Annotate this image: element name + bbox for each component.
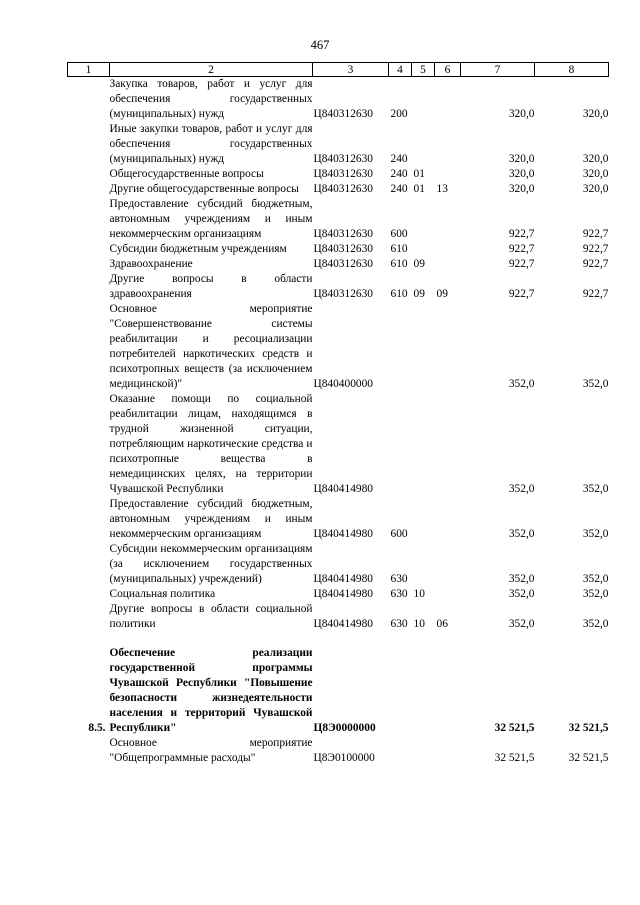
row-name: Другие вопросы в области социальной политики: [109, 603, 313, 630]
row-amount-col7: 352,0: [508, 588, 535, 600]
row-amount-col7: 922,7: [508, 228, 535, 240]
row-name: Предоставление субсидий бюджетным, автономным учреждениям и иным некоммерческим организациям: [109, 198, 313, 240]
table-row: [68, 392, 609, 497]
row-expense-type: 630: [390, 573, 408, 585]
row-section: 10: [413, 588, 425, 600]
row-subsection: [435, 197, 461, 242]
row-subsection: [435, 77, 461, 123]
table-row: [68, 587, 609, 602]
row-amount-col8: 352,0: [582, 618, 609, 630]
table-row: [68, 122, 609, 167]
row-amount-col8: 320,0: [582, 108, 609, 120]
row-amount-col8: 352,0: [582, 528, 609, 540]
table-body: [68, 77, 609, 767]
row-amount-col8: 32 521,5: [568, 722, 609, 734]
row-section: 01: [413, 168, 425, 180]
table-row: [68, 197, 609, 242]
row-expense-type: 610: [390, 288, 408, 300]
table-row: [68, 497, 609, 542]
row-target-code: Ц840312630: [313, 288, 373, 300]
row-subsection: 06: [436, 618, 448, 630]
row-subsection: [435, 242, 461, 257]
row-subsection: [435, 302, 461, 392]
row-number: [68, 77, 110, 123]
row-name: Субсидии бюджетным учреждениям: [109, 243, 287, 255]
row-target-code: Ц840312630: [313, 258, 373, 270]
spacer-row: [68, 632, 609, 646]
table-row: [68, 272, 609, 302]
table-header-row: [68, 63, 609, 77]
row-name: Основное мероприятие "Совершенствование системы реабилитации и ресоциализации потребителей наркотических средств и психотропных веществ (за исключением медицинской)": [109, 303, 313, 390]
row-target-code: Ц840312630: [313, 183, 373, 195]
row-number: [68, 182, 110, 197]
table-row: [68, 77, 609, 123]
row-amount-col7: 922,7: [508, 258, 535, 270]
row-name: Основное мероприятие "Общепрограммные расходы": [109, 737, 313, 764]
row-name: Закупка товаров, работ и услуг для обеспечения государственных (муниципальных) нужд: [109, 78, 313, 120]
header-col-7: 7: [461, 63, 535, 77]
row-expense-type: 600: [390, 528, 408, 540]
header-col-3: 3: [313, 63, 389, 77]
row-target-code: Ц840312630: [313, 228, 373, 240]
row-target-code: Ц840312630: [313, 243, 373, 255]
row-number: [68, 587, 110, 602]
row-subsection: [435, 392, 461, 497]
row-name: Предоставление субсидий бюджетным, автономным учреждениям и иным некоммерческим организациям: [109, 498, 313, 540]
row-name: Оказание помощи по социальной реабилитации лицам, находящимся в трудной жизненной ситуации, потребляющим наркотические средства и психотропные вещества в немедицинских целях, на территории Чувашской Республики: [109, 393, 313, 495]
table-row: [68, 646, 609, 736]
header-col-8: 8: [535, 63, 609, 77]
row-amount-col7: 352,0: [508, 483, 535, 495]
row-amount-col8: 352,0: [582, 573, 609, 585]
table-row: [68, 242, 609, 257]
row-number: [68, 302, 110, 392]
row-amount-col8: 352,0: [582, 483, 609, 495]
header-col-2: 2: [110, 63, 313, 77]
row-expense-type: 240: [390, 183, 408, 195]
row-subsection: [435, 122, 461, 167]
row-subsection: 13: [436, 183, 448, 195]
row-expense-type: 240: [390, 168, 408, 180]
row-amount-col7: 922,7: [508, 288, 535, 300]
header-col-5: 5: [412, 63, 435, 77]
row-section: [412, 302, 435, 392]
row-amount-col8: 922,7: [582, 228, 609, 240]
row-number: [68, 272, 110, 302]
header-col-4: 4: [389, 63, 412, 77]
row-expense-type: [389, 736, 412, 766]
row-subsection: [435, 587, 461, 602]
row-target-code: Ц840414980: [313, 528, 373, 540]
row-section: [412, 646, 435, 736]
row-name: Другие общегосударственные вопросы: [109, 183, 299, 195]
row-target-code: Ц840414980: [313, 618, 373, 630]
table-row: [68, 257, 609, 272]
row-name: Здравоохранение: [109, 258, 193, 270]
row-expense-type: [389, 646, 412, 736]
row-subsection: [435, 497, 461, 542]
row-number: [68, 602, 110, 632]
budget-table: [67, 62, 609, 766]
row-number: [68, 122, 110, 167]
row-amount-col8: 320,0: [582, 183, 609, 195]
row-amount-col7: 352,0: [508, 528, 535, 540]
row-section: 09: [413, 288, 425, 300]
row-amount-col7: 32 521,5: [494, 722, 535, 734]
row-section: [412, 122, 435, 167]
row-section: 09: [413, 258, 425, 270]
page-number: 467: [310, 38, 330, 52]
row-expense-type: 240: [390, 153, 408, 165]
row-target-code: Ц840400000: [313, 378, 373, 390]
row-subsection: [435, 167, 461, 182]
row-subsection: [435, 646, 461, 736]
row-name: Другие вопросы в области здравоохранения: [109, 273, 313, 300]
row-amount-col7: 320,0: [508, 183, 535, 195]
row-amount-col8: 922,7: [582, 288, 609, 300]
table-row: [68, 167, 609, 182]
row-amount-col8: 320,0: [582, 153, 609, 165]
row-number: [68, 542, 110, 587]
header-col-1: 1: [68, 63, 110, 77]
row-target-code: Ц840414980: [313, 588, 373, 600]
row-number: [68, 257, 110, 272]
row-amount-col8: 320,0: [582, 168, 609, 180]
row-target-code: Ц840414980: [313, 573, 373, 585]
row-amount-col7: 352,0: [508, 573, 535, 585]
row-expense-type: 600: [390, 228, 408, 240]
table-row: [68, 602, 609, 632]
row-amount-col7: 922,7: [508, 243, 535, 255]
table-row: [68, 542, 609, 587]
row-name: Социальная политика: [109, 588, 216, 600]
row-amount-col7: 32 521,5: [494, 752, 535, 764]
row-number: 8.5.: [88, 722, 106, 734]
row-section: [412, 542, 435, 587]
row-target-code: Ц840312630: [313, 168, 373, 180]
spacer-cell: [68, 632, 609, 646]
row-section: [412, 736, 435, 766]
row-name: Субсидии некоммерческим организациям (за исключением государственных (муниципальных) учреждений): [109, 543, 313, 585]
row-target-code: Ц840312630: [313, 153, 373, 165]
row-section: 01: [413, 183, 425, 195]
row-name: Обеспечение реализации государственной программы Чувашской Республики "Повышение безопасности жизнедеятельности населения и территорий Чувашской Республики": [109, 647, 313, 734]
row-section: [412, 197, 435, 242]
row-name: Общегосударственные вопросы: [109, 168, 264, 180]
row-target-code: Ц8Э0000000: [313, 722, 376, 734]
row-expense-type: 610: [390, 243, 408, 255]
row-section: [412, 392, 435, 497]
row-subsection: [435, 542, 461, 587]
row-number: [68, 497, 110, 542]
row-target-code: Ц840312630: [313, 108, 373, 120]
row-number: [68, 392, 110, 497]
row-number: [68, 242, 110, 257]
row-section: [412, 77, 435, 123]
row-expense-type: [389, 302, 412, 392]
row-amount-col7: 352,0: [508, 618, 535, 630]
row-amount-col8: 922,7: [582, 243, 609, 255]
row-amount-col8: 32 521,5: [568, 752, 609, 764]
row-subsection: [435, 736, 461, 766]
row-section: [412, 497, 435, 542]
row-expense-type: [389, 392, 412, 497]
row-section: 10: [413, 618, 425, 630]
row-name: Иные закупки товаров, работ и услуг для обеспечения государственных (муниципальных) нужд: [109, 123, 313, 165]
row-amount-col7: 320,0: [508, 153, 535, 165]
row-expense-type: 630: [390, 618, 408, 630]
row-expense-type: 200: [390, 108, 408, 120]
row-amount-col7: 320,0: [508, 168, 535, 180]
row-amount-col8: 922,7: [582, 258, 609, 270]
row-target-code: Ц840414980: [313, 483, 373, 495]
row-expense-type: 630: [390, 588, 408, 600]
row-section: [412, 242, 435, 257]
row-subsection: [435, 257, 461, 272]
row-target-code: Ц8Э0100000: [313, 752, 375, 764]
header-col-6: 6: [435, 63, 461, 77]
row-number: [68, 167, 110, 182]
table-row: [68, 182, 609, 197]
table-row: [68, 302, 609, 392]
table-row: [68, 736, 609, 766]
row-expense-type: 610: [390, 258, 408, 270]
row-amount-col8: 352,0: [582, 378, 609, 390]
row-amount-col8: 352,0: [582, 588, 609, 600]
row-amount-col7: 320,0: [508, 108, 535, 120]
row-number: [68, 197, 110, 242]
row-amount-col7: 352,0: [508, 378, 535, 390]
row-subsection: 09: [436, 288, 448, 300]
row-number: [68, 736, 110, 766]
